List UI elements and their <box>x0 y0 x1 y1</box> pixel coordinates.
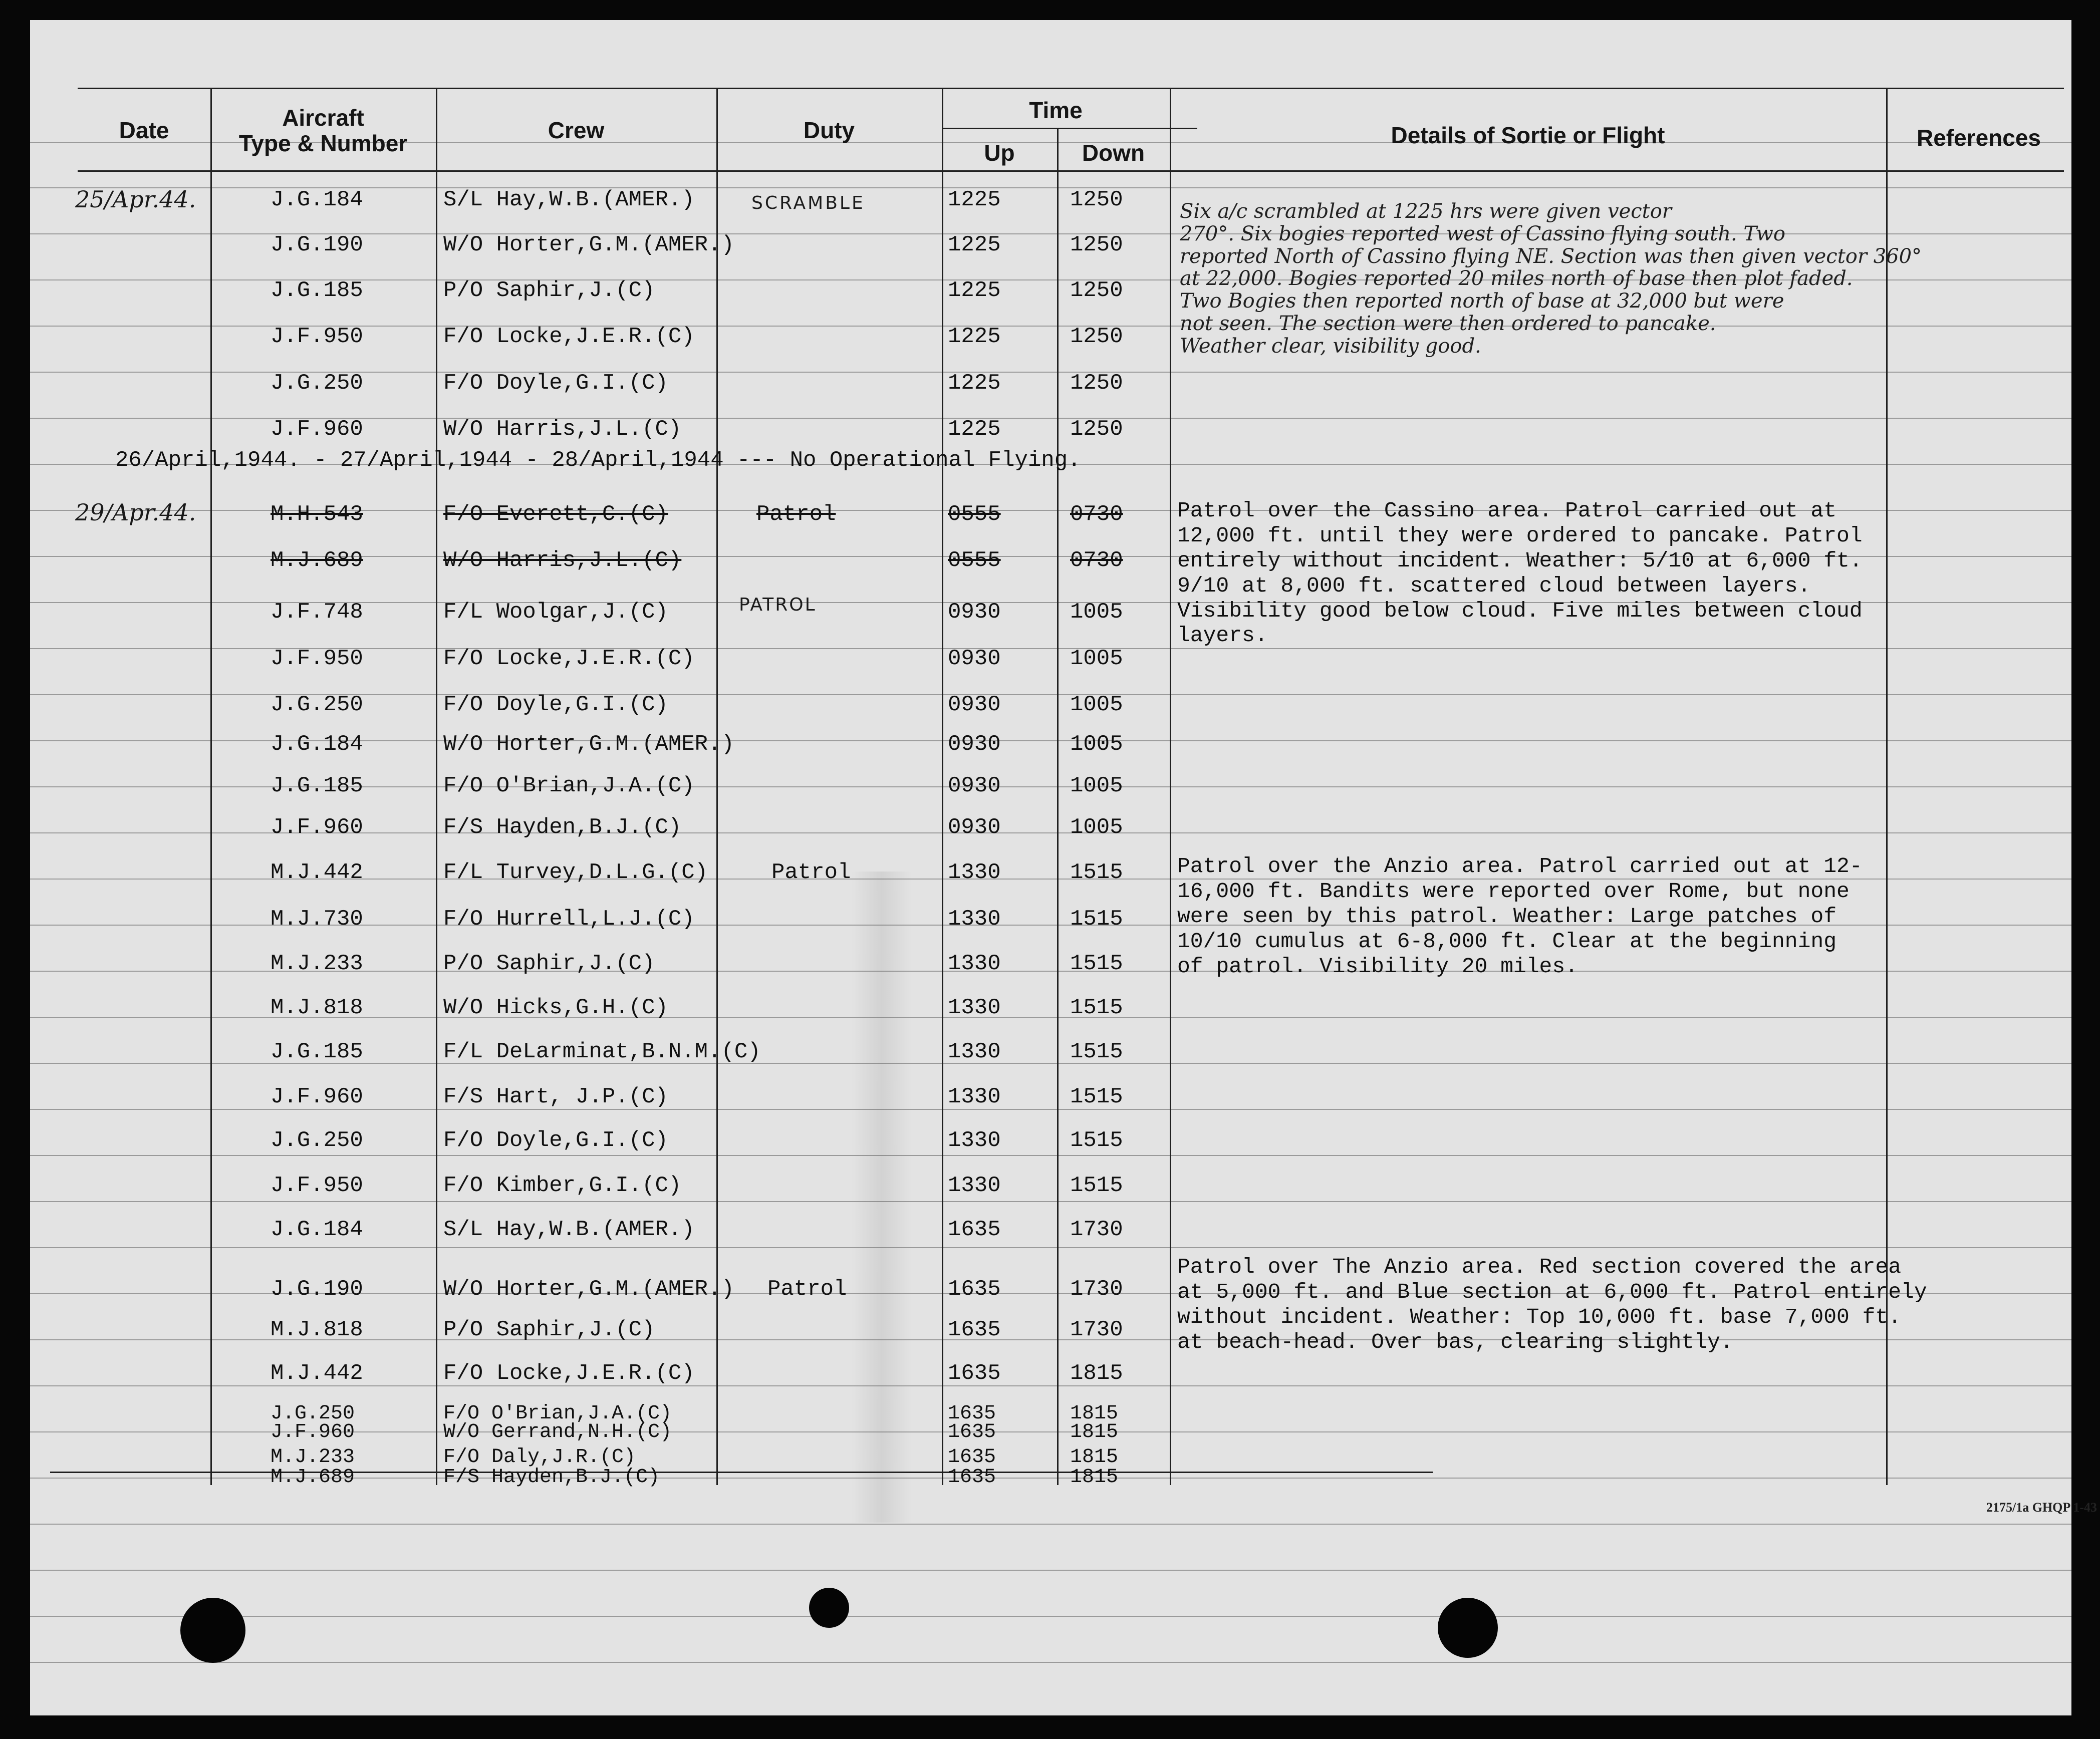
row-time-up: 1330 <box>948 995 1001 1020</box>
row-aircraft: J.G.185 <box>271 1039 363 1064</box>
row-time-up: 0930 <box>948 773 1001 798</box>
date-29-apr: 29/Apr.44. <box>75 499 196 526</box>
row-aircraft: M.J.442 <box>271 1361 363 1386</box>
row-aircraft: M.J.442 <box>271 860 363 885</box>
header-time-up: Up <box>984 140 1015 166</box>
row-crew: F/O Locke,J.E.R.(C) <box>443 646 695 671</box>
ruled-line <box>30 1616 2071 1617</box>
row-time-down: 1815 <box>1070 1421 1119 1443</box>
row-time-up: 1635 <box>948 1446 996 1469</box>
row-crew: W/O Horter,G.M.(AMER.) <box>443 232 734 257</box>
row-aircraft: J.G.250 <box>271 1402 355 1425</box>
row-time-down: 1250 <box>1070 417 1123 442</box>
duty-patrol-1330: Patrol <box>771 860 851 885</box>
form-reference: 2175/1a GHQP 1-43 <box>1986 1500 2097 1515</box>
row-time-down: 1730 <box>1070 1317 1123 1342</box>
row-time-up: 1225 <box>948 232 1001 257</box>
row-time-down-struck: 0730 <box>1070 502 1123 527</box>
row-aircraft: J.F.950 <box>271 324 363 349</box>
row-aircraft: J.G.184 <box>271 1217 363 1242</box>
row-time-up: 1635 <box>948 1421 996 1443</box>
row-time-down: 1005 <box>1070 773 1123 798</box>
row-time-down: 1515 <box>1070 1128 1123 1153</box>
row-time-down: 1250 <box>1070 187 1123 212</box>
ruled-line <box>30 1201 2071 1202</box>
row-time-up: 1330 <box>948 1084 1001 1109</box>
row-time-up: 1330 <box>948 1128 1001 1153</box>
header-date: Date <box>119 117 169 143</box>
header-time: Time <box>1029 97 1083 123</box>
row-time-down: 1005 <box>1070 646 1123 671</box>
row-time-down: 1515 <box>1070 951 1123 976</box>
row-crew: F/O O'Brian,J.A.(C) <box>443 773 695 798</box>
row-aircraft: J.G.250 <box>271 371 363 396</box>
row-time-down: 1005 <box>1070 600 1123 625</box>
row-time-up: 1635 <box>948 1361 1001 1386</box>
row-crew: F/S Hayden,B.J.(C) <box>443 815 682 840</box>
row-time-up: 0930 <box>948 732 1001 757</box>
row-time-up: 1635 <box>948 1217 1001 1242</box>
row-crew: W/O Gerrand,N.H.(C) <box>443 1421 672 1443</box>
table-top-border <box>78 88 2064 89</box>
row-time-up: 1330 <box>948 860 1001 885</box>
row-time-up: 1225 <box>948 187 1001 212</box>
row-time-down: 1815 <box>1070 1446 1119 1469</box>
row-time-up: 1635 <box>948 1402 996 1425</box>
row-time-down: 1250 <box>1070 371 1123 396</box>
row-crew: S/L Hay,W.B.(AMER.) <box>443 187 695 212</box>
row-aircraft: J.F.960 <box>271 417 363 442</box>
details-scramble-handwritten: Six a/c scrambled at 1225 hrs were given vector 270°. Six bogies reported west of Cassino flying south. Two reported North of Cassino flying NE. Section was then given vector 360° at 22,000. Bogies reported 20 miles north of base then plot faded. Two Bogies then reported north of base at 32,000 but were not seen. The section were then ordered to pancake. Weather clear, visibility good. <box>1180 200 1922 358</box>
row-crew: F/S Hart, J.P.(C) <box>443 1084 668 1109</box>
row-time-up-struck: 0555 <box>948 548 1001 573</box>
row-time-up: 1330 <box>948 1039 1001 1064</box>
row-time-up-struck: 0555 <box>948 502 1001 527</box>
header-duty: Duty <box>803 117 855 143</box>
row-crew: W/O Hicks,G.H.(C) <box>443 995 668 1020</box>
row-crew: P/O Saphir,J.(C) <box>443 1317 655 1342</box>
duty-patrol-struck: Patrol <box>756 502 836 527</box>
row-crew: F/O O'Brian,J.A.(C) <box>443 1402 672 1425</box>
row-aircraft: M.J.233 <box>271 951 363 976</box>
row-crew: F/S Hayden,B.J.(C) <box>443 1466 660 1489</box>
row-aircraft: J.G.250 <box>271 1128 363 1153</box>
row-crew-struck: F/O Everett,C.(C) <box>443 502 668 527</box>
column-divider <box>210 88 212 1485</box>
row-aircraft: J.G.190 <box>271 1277 363 1302</box>
row-aircraft: M.J.818 <box>271 1317 363 1342</box>
ruled-line <box>30 1524 2071 1525</box>
column-divider <box>1057 128 1059 1485</box>
row-crew: W/O Harris,J.L.(C) <box>443 417 682 442</box>
row-time-down: 1515 <box>1070 907 1123 932</box>
row-crew: F/O Locke,J.E.R.(C) <box>443 324 695 349</box>
duty-scramble: SCRAMBLE <box>751 193 865 213</box>
row-crew: F/O Kimber,G.I.(C) <box>443 1173 682 1198</box>
header-details: Details of Sortie or Flight <box>1391 122 1665 148</box>
row-aircraft: M.J.730 <box>271 907 363 932</box>
header-bottom-border <box>78 170 2064 172</box>
row-time-down: 1250 <box>1070 278 1123 303</box>
row-time-up: 1330 <box>948 1173 1001 1198</box>
column-divider <box>716 88 718 1485</box>
header-crew: Crew <box>548 117 605 143</box>
row-time-down: 1730 <box>1070 1217 1123 1242</box>
ruled-line <box>30 1155 2071 1156</box>
row-time-up: 0930 <box>948 646 1001 671</box>
row-aircraft: J.F.960 <box>271 1421 355 1443</box>
row-time-up: 1330 <box>948 951 1001 976</box>
row-aircraft: J.G.190 <box>271 232 363 257</box>
row-aircraft: M.J.689 <box>271 1466 355 1489</box>
column-divider <box>942 88 943 1485</box>
row-aircraft: J.G.250 <box>271 692 363 717</box>
ruled-line <box>30 1570 2071 1571</box>
punch-hole <box>180 1598 245 1663</box>
row-time-down: 1515 <box>1070 1084 1123 1109</box>
no-operational-flying-note: 26/April,1944. - 27/April,1944 - 28/April,1944 --- No Operational Flying. <box>115 448 1081 473</box>
row-aircraft-struck: M.H.543 <box>271 502 363 527</box>
row-time-down: 1250 <box>1070 324 1123 349</box>
row-crew: F/O Doyle,G.I.(C) <box>443 371 668 396</box>
row-crew: F/O Hurrell,L.J.(C) <box>443 907 695 932</box>
row-time-up: 1225 <box>948 417 1001 442</box>
column-divider <box>1170 88 1171 1485</box>
row-time-up: 0930 <box>948 692 1001 717</box>
row-time-up: 1225 <box>948 371 1001 396</box>
row-aircraft: J.G.184 <box>271 732 363 757</box>
row-time-up: 1635 <box>948 1277 1001 1302</box>
row-crew: P/O Saphir,J.(C) <box>443 951 655 976</box>
row-crew: F/L Woolgar,J.(C) <box>443 600 668 625</box>
row-time-down: 1515 <box>1070 995 1123 1020</box>
row-time-down: 1815 <box>1070 1466 1119 1489</box>
row-crew: W/O Horter,G.M.(AMER.) <box>443 732 734 757</box>
header-aircraft: Aircraft Type & Number <box>238 105 408 156</box>
row-time-up: 1330 <box>948 907 1001 932</box>
ruled-line <box>30 1247 2071 1248</box>
row-time-down: 1515 <box>1070 860 1123 885</box>
row-crew: F/L Turvey,D.L.G.(C) <box>443 860 708 885</box>
row-crew: S/L Hay,W.B.(AMER.) <box>443 1217 695 1242</box>
row-time-down: 1815 <box>1070 1402 1119 1425</box>
row-crew: F/L DeLarminat,B.N.M.(C) <box>443 1039 761 1064</box>
row-aircraft: J.F.950 <box>271 646 363 671</box>
row-time-up: 1635 <box>948 1466 996 1489</box>
row-time-down: 1730 <box>1070 1277 1123 1302</box>
row-crew: P/O Saphir,J.(C) <box>443 278 655 303</box>
row-time-down: 1250 <box>1070 232 1123 257</box>
row-aircraft: J.G.184 <box>271 187 363 212</box>
header-time-down: Down <box>1082 140 1145 166</box>
row-crew: F/O Doyle,G.I.(C) <box>443 692 668 717</box>
form-sheet <box>30 20 2097 1715</box>
column-divider <box>436 88 437 1485</box>
details-patrol-0555: Patrol over the Cassino area. Patrol carried out at 12,000 ft. until they were ordered to pancake. Patrol entirely without incident. Weather: 5/10 at 6,000 ft. 9/10 at 8,000 ft. scattered cloud between layers. Visibility good below cloud. Five miles between cloud layers. <box>1177 498 1863 648</box>
date-25-apr: 25/Apr.44. <box>75 186 196 213</box>
row-aircraft: J.F.960 <box>271 815 363 840</box>
row-aircraft-struck: M.J.689 <box>271 548 363 573</box>
punch-hole <box>809 1588 849 1628</box>
duty-patrol-handwritten: PATROL <box>739 595 817 615</box>
row-time-up: 1225 <box>948 278 1001 303</box>
row-time-up: 1635 <box>948 1317 1001 1342</box>
row-aircraft: J.F.960 <box>271 1084 363 1109</box>
row-time-down-struck: 0730 <box>1070 548 1123 573</box>
row-crew-struck: W/O Harris,J.L.(C) <box>443 548 682 573</box>
ruled-line <box>30 1662 2071 1663</box>
table-bottom-border <box>50 1472 1433 1473</box>
row-aircraft: J.F.950 <box>271 1173 363 1198</box>
row-aircraft: M.J.233 <box>271 1446 355 1469</box>
row-time-down: 1515 <box>1070 1039 1123 1064</box>
punch-hole <box>1438 1598 1498 1658</box>
row-aircraft: J.G.185 <box>271 278 363 303</box>
row-time-down: 1005 <box>1070 732 1123 757</box>
row-aircraft: J.G.185 <box>271 773 363 798</box>
row-time-down: 1005 <box>1070 815 1123 840</box>
details-patrol-1330: Patrol over the Anzio area. Patrol carried out at 12- 16,000 ft. Bandits were reported over Rome, but none were seen by this patrol. Weather: Large patches of 10/10 cumulus at 6-8,000 ft. Clear at the beginning of patrol. Visibility 20 miles. <box>1177 854 1863 979</box>
duty-patrol-1635: Patrol <box>767 1277 847 1302</box>
row-time-down: 1515 <box>1070 1173 1123 1198</box>
row-crew: F/O Locke,J.E.R.(C) <box>443 1361 695 1386</box>
row-aircraft: M.J.818 <box>271 995 363 1020</box>
row-time-up: 0930 <box>948 815 1001 840</box>
row-crew: F/O Doyle,G.I.(C) <box>443 1128 668 1153</box>
row-crew: F/O Daly,J.R.(C) <box>443 1446 636 1469</box>
header-references: References <box>1916 125 2041 151</box>
time-subheader-line <box>942 128 1197 129</box>
row-aircraft: J.F.748 <box>271 600 363 625</box>
details-patrol-1635: Patrol over The Anzio area. Red section covered the area at 5,000 ft. and Blue section at 6,000 ft. Patrol entirely without incident. Weather: Top 10,000 ft. base 7,000 ft. at beach-head. Over bas, clearing slightly. <box>1177 1255 1927 1354</box>
row-time-up: 0930 <box>948 600 1001 625</box>
row-time-down: 1815 <box>1070 1361 1123 1386</box>
row-crew: W/O Horter,G.M.(AMER.) <box>443 1277 734 1302</box>
row-time-down: 1005 <box>1070 692 1123 717</box>
row-time-up: 1225 <box>948 324 1001 349</box>
